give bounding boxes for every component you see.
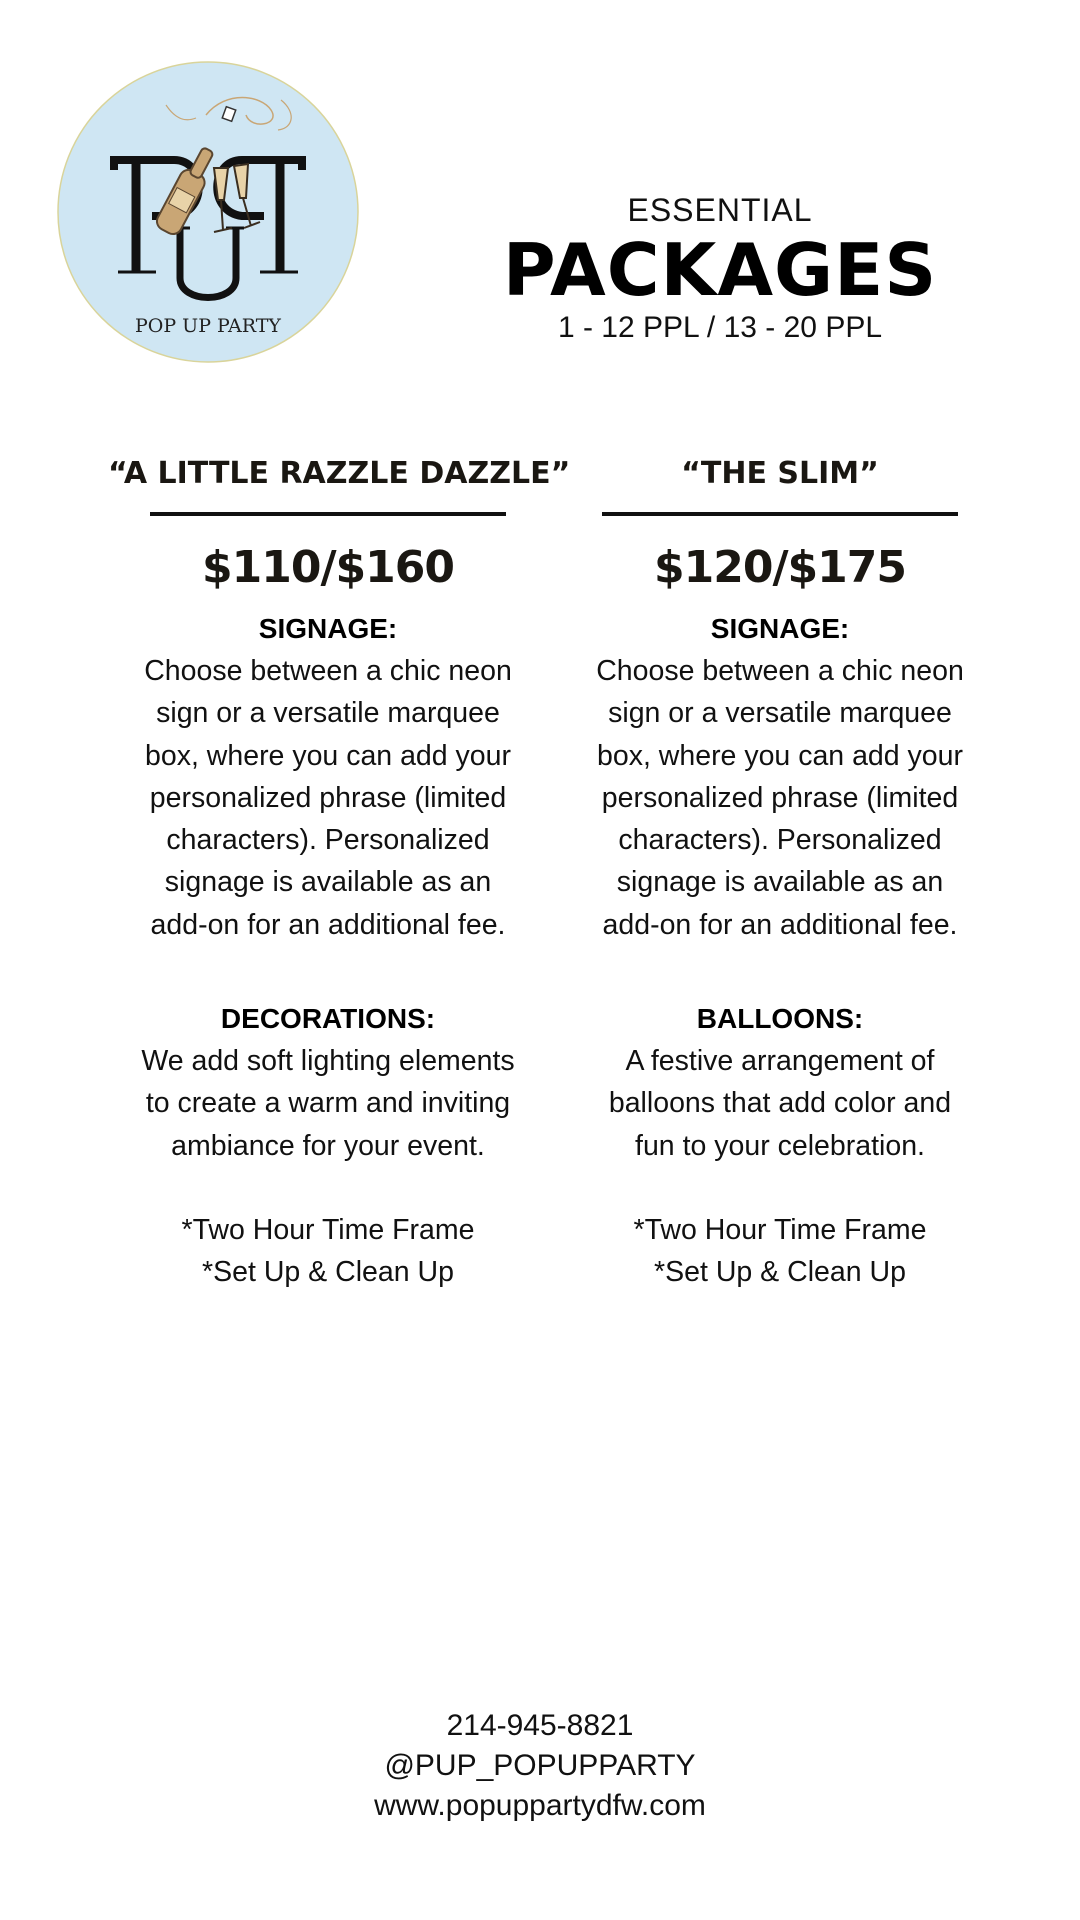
website-link[interactable]: www.popuppartydfw.com [374,1789,706,1822]
contact-phone[interactable]: 214-945-8821 [446,1709,634,1742]
section-label-signage: SIGNAGE: [710,613,850,644]
brand-logo [56,60,360,364]
package-name: “THE SLIM” [681,456,879,491]
contact-footer [0,1706,1080,1826]
pop-up-party-logo-icon [56,60,360,364]
header-subtitle: 1 - 12 PPL / 13 - 20 PPL [557,311,883,344]
section-label-decorations: DECORATIONS: [220,1003,436,1035]
package-price: $110/$160 [202,542,454,593]
section-text-signage: Choose between a chic neon sign or a versatile marquee box, where you can add your personalized phrase (limited characters). Personalized signage is available as an add-on for an additional fee. [144,655,512,941]
package-card-razzle-dazzle [108,450,571,1294]
package-price: $120/$175 [654,542,906,593]
page-header [480,190,960,346]
note-time-frame: *Two Hour Time Frame [181,1213,475,1246]
package-card-the-slim [560,450,1000,1294]
note-time-frame: *Two Hour Time Frame [633,1213,927,1246]
header-eyebrow: ESSENTIAL [627,192,813,228]
page-title: PACKAGES [502,228,938,312]
section-text-balloons: A festive arrangement of balloons that add color and fun to your celebration. [608,1045,952,1162]
section-label-balloons: BALLOONS: [696,1003,864,1035]
social-handle[interactable]: @PUP_POPUPPARTY [384,1749,696,1782]
section-text-signage: Choose between a chic neon sign or a versatile marquee box, where you can add your personalized phrase (limited characters). Personalized signage is available as an add-on for an additional fee. [596,655,964,941]
package-name: “A LITTLE RAZZLE DAZZLE” [108,456,571,491]
section-label-signage: SIGNAGE: [258,613,398,644]
logo-wordmark: POP UP PARTY [135,315,281,337]
divider [602,512,958,516]
note-setup: *Set Up & Clean Up [654,1256,906,1289]
section-text-decorations: We add soft lighting elements to create a warm and inviting ambiance for your event. [141,1045,515,1162]
note-setup: *Set Up & Clean Up [202,1256,454,1289]
divider [150,512,506,516]
